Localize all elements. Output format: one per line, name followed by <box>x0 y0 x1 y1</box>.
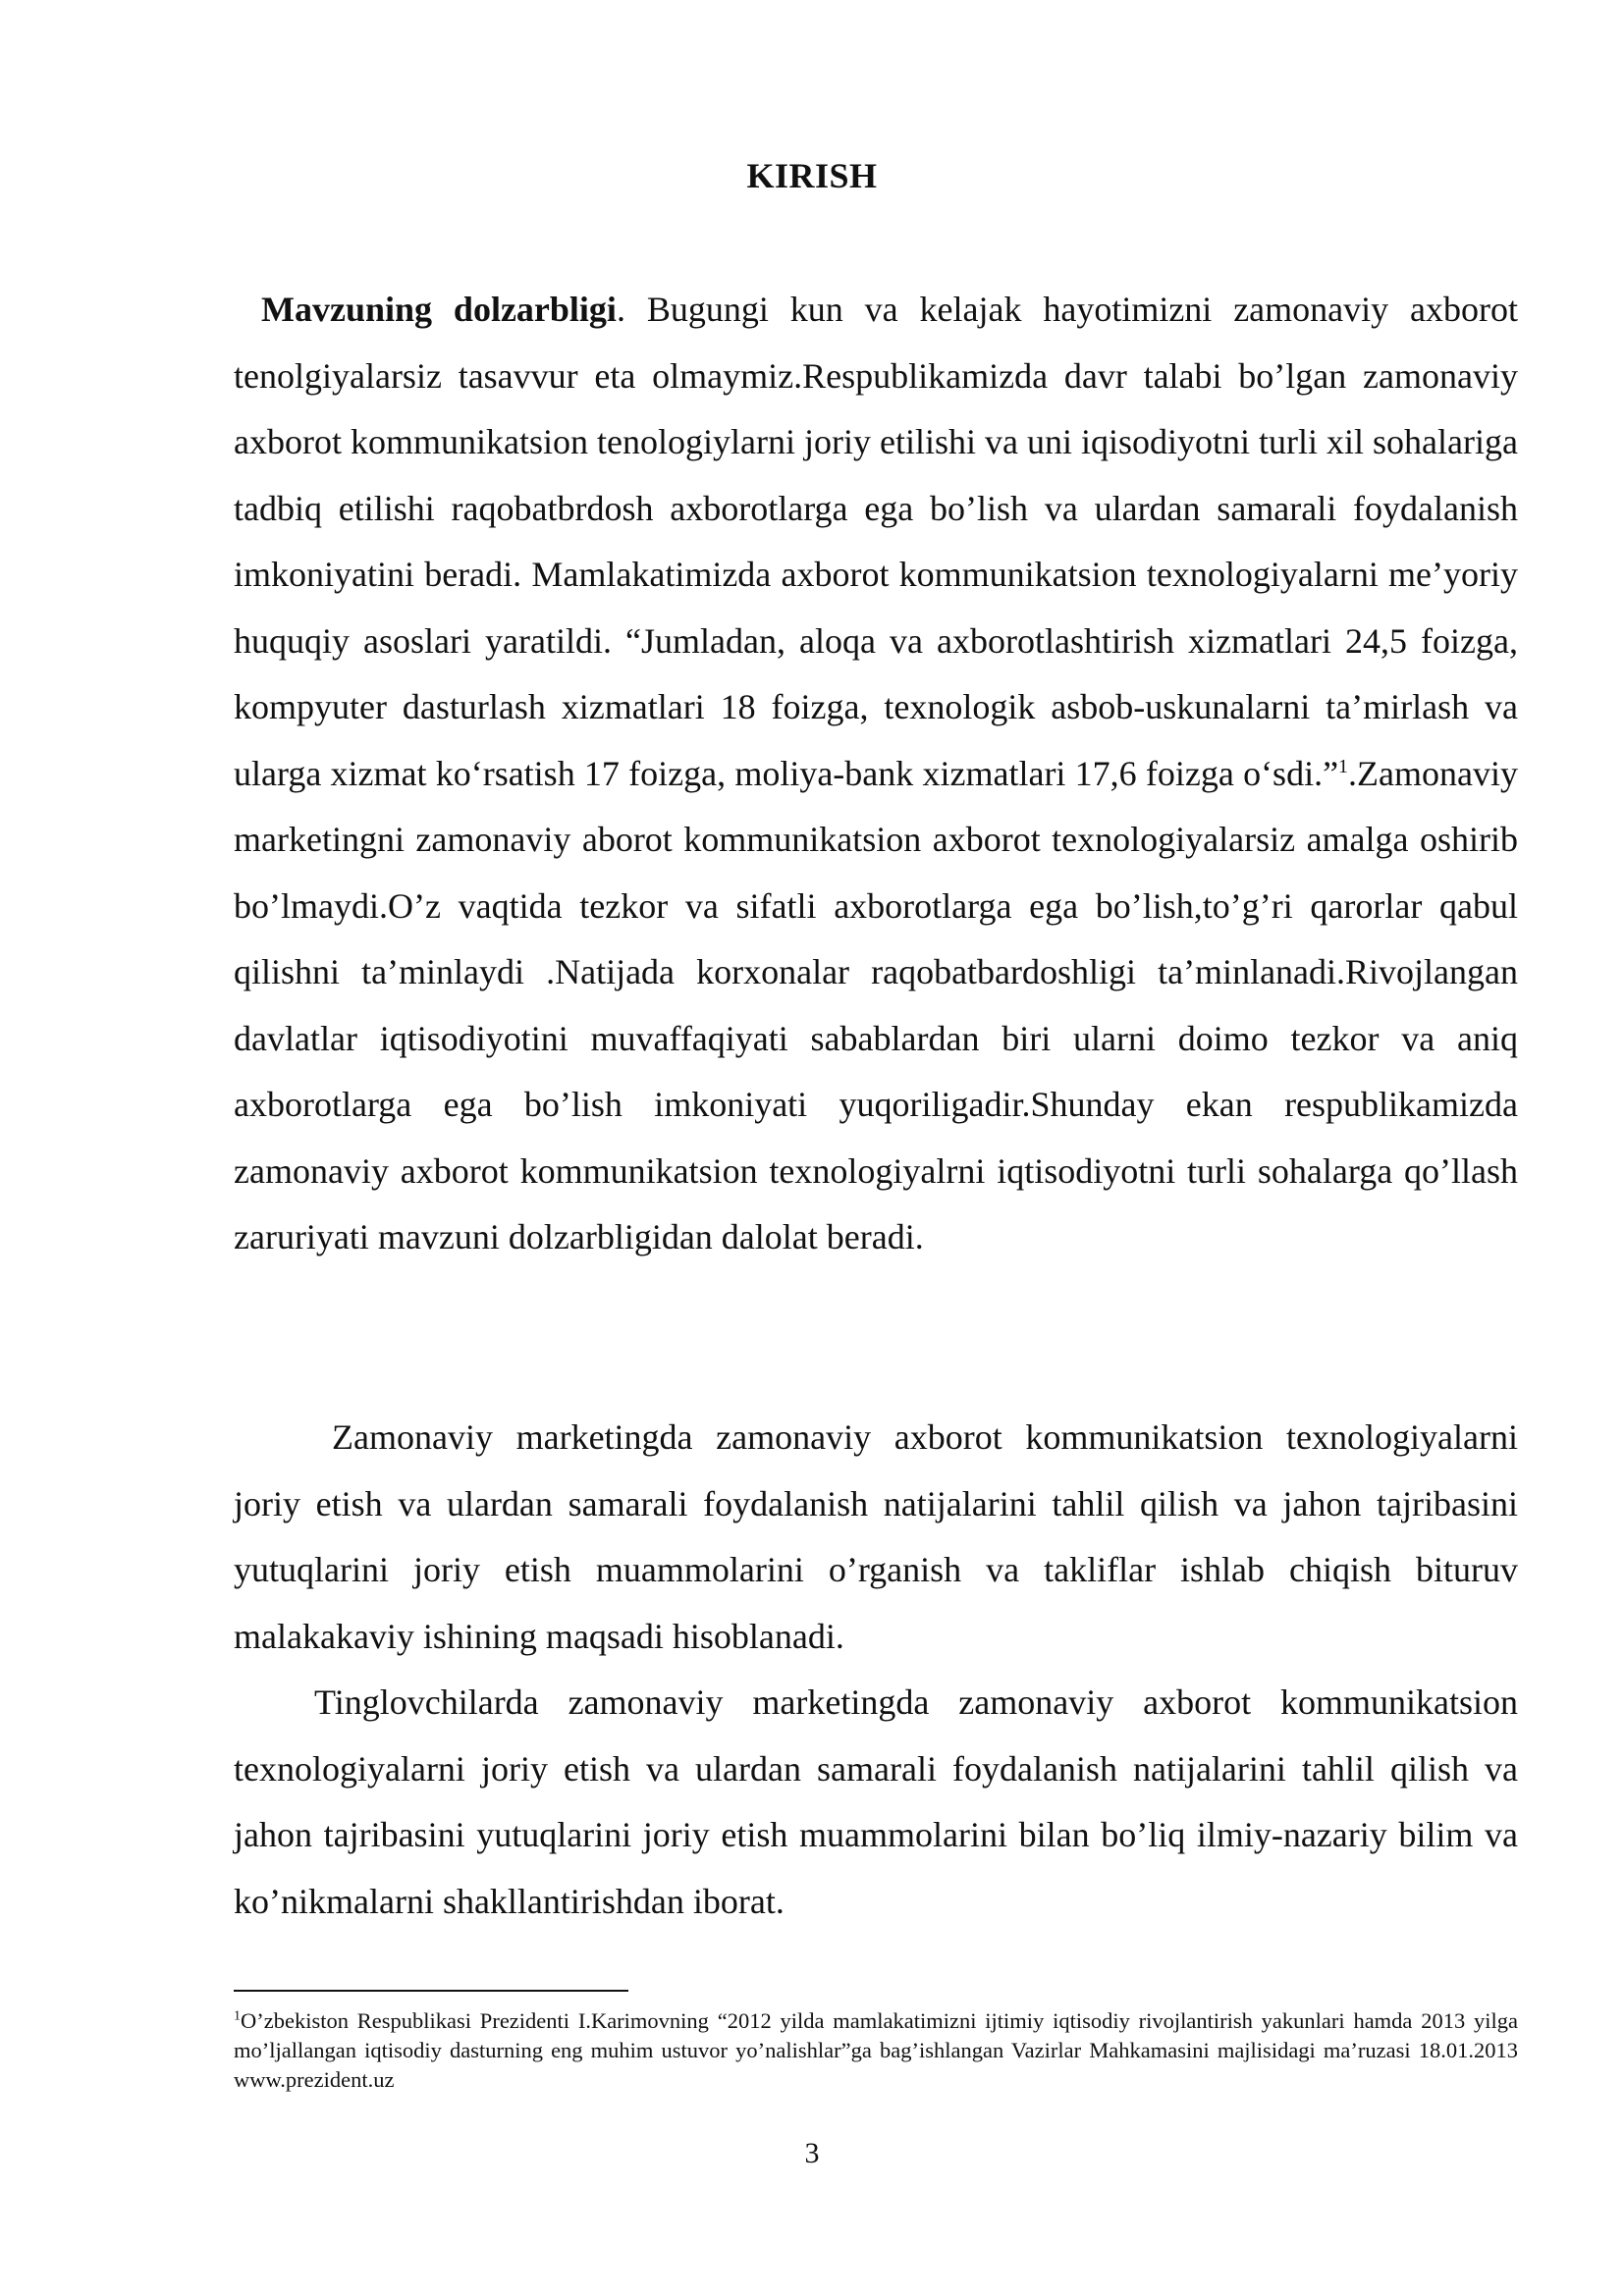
paragraph-text: Tinglovchilarda zamonaviy marketingda zamonaviy axborot kommunikatsion texnologiyalarni joriy etish va ulardan samarali foydalanish natijalarini tahlil qilish va jahon tajribasini yutuqlarini joriy etish muammolarini bilan bo’liq ilmiy-nazariy bilim va ko’nikmalarni shakllantirishdan iborat. <box>234 1682 1518 1921</box>
footnote-marker: 1 <box>234 2008 241 2024</box>
paragraph-text: . Bugungi kun va kelajak hayotimizni zamonaviy axborot tenolgiyalarsiz tasavvur eta olmaymiz.Respublikamizda davr talabi bo’lgan zamonaviy axborot kommunikatsion tenologiylarni joriy etilishi va uni iqisodiyotni turli xil sohalariga tadbiq etilishi raqobatbrdosh axborotlarga ega bo’lish va ulardan samarali foydalanish imkoniyatini beradi. Mamlakatimizda axborot kommunikatsion texnologiyalarni me’yoriy huquqiy asoslari yaratildi. “Jumladan, aloqa va axborotlashtirish xizmatlari 24,5 foizga, kompyuter dasturlash xizmatlari 18 foizga, texnologik asbob-uskunalarni ta’mirlash va ularga xizmat ko‘rsatish 17 foizga, moliya-bank xizmatlari 17,6 foizga o‘sdi.” <box>234 290 1519 793</box>
footnote-text: O’zbekiston Respublikasi Prezidenti I.Karimovning “2012 yilda mamlakatimizni ijtimiy iqtisodiy rivojlantirish yakunlari hamda 2013 yilga mo’ljallangan iqtisodiy dasturning eng muhim ustuvor yo’nalishlar”ga bag’ishlangan Vazirlar Mahkamasini majlisidagi ma’ruzasi 18.01.2013 www.prezident.uz <box>234 2008 1518 2092</box>
page-title: KIRISH <box>746 156 878 195</box>
paragraph-text-continued: .Zamonaviy marketingni zamonaviy aborot kommunikatsion axborot texnologiyalarsiz amalga oshirib bo’lmaydi.O’z vaqtida tezkor va sifatli axborotlarga ega bo’lish,to’g’ri qarorlar qabul qilishni ta’minlaydi .Natijada korxonalar raqobatbardoshligi ta’minlanadi.Rivojlangan davlatlar iqtisodiyotini muvaffaqiyati sabablardan biri ularni doimo tezkor va aniq axborotlarga ega bo’lish imkoniyati yuqoriligadir.Shunday ekan respublikamizda zamonaviy axborot kommunikatsion texnologiyalrni iqtisodiyotni turli sohalarga qo’llash zaruriyati mavzuni dolzarbligidan dalolat beradi. <box>234 753 1518 1256</box>
paragraph-relevance <box>234 277 1518 1271</box>
paragraph-lead: Mavzuning dolzarbligi <box>261 290 617 329</box>
paragraph-goal <box>234 1405 1518 1670</box>
page-number: 3 <box>804 2137 820 2169</box>
paragraph-objective <box>234 1670 1518 1935</box>
footnote-reference[interactable]: 1 <box>1338 755 1349 777</box>
footnote <box>234 2006 1518 2095</box>
footnote-separator <box>234 1990 628 1992</box>
paragraph-text: Zamonaviy marketingda zamonaviy axborot kommunikatsion texnologiyalarni joriy etish va ulardan samarali foydalanish natijalarini tahlil qilish va jahon tajribasini yutuqlarini joriy etish muammolarini o’rganish va takliflar ishlab chiqish bituruv malakakaviy ishining maqsadi hisoblanadi. <box>234 1417 1518 1656</box>
